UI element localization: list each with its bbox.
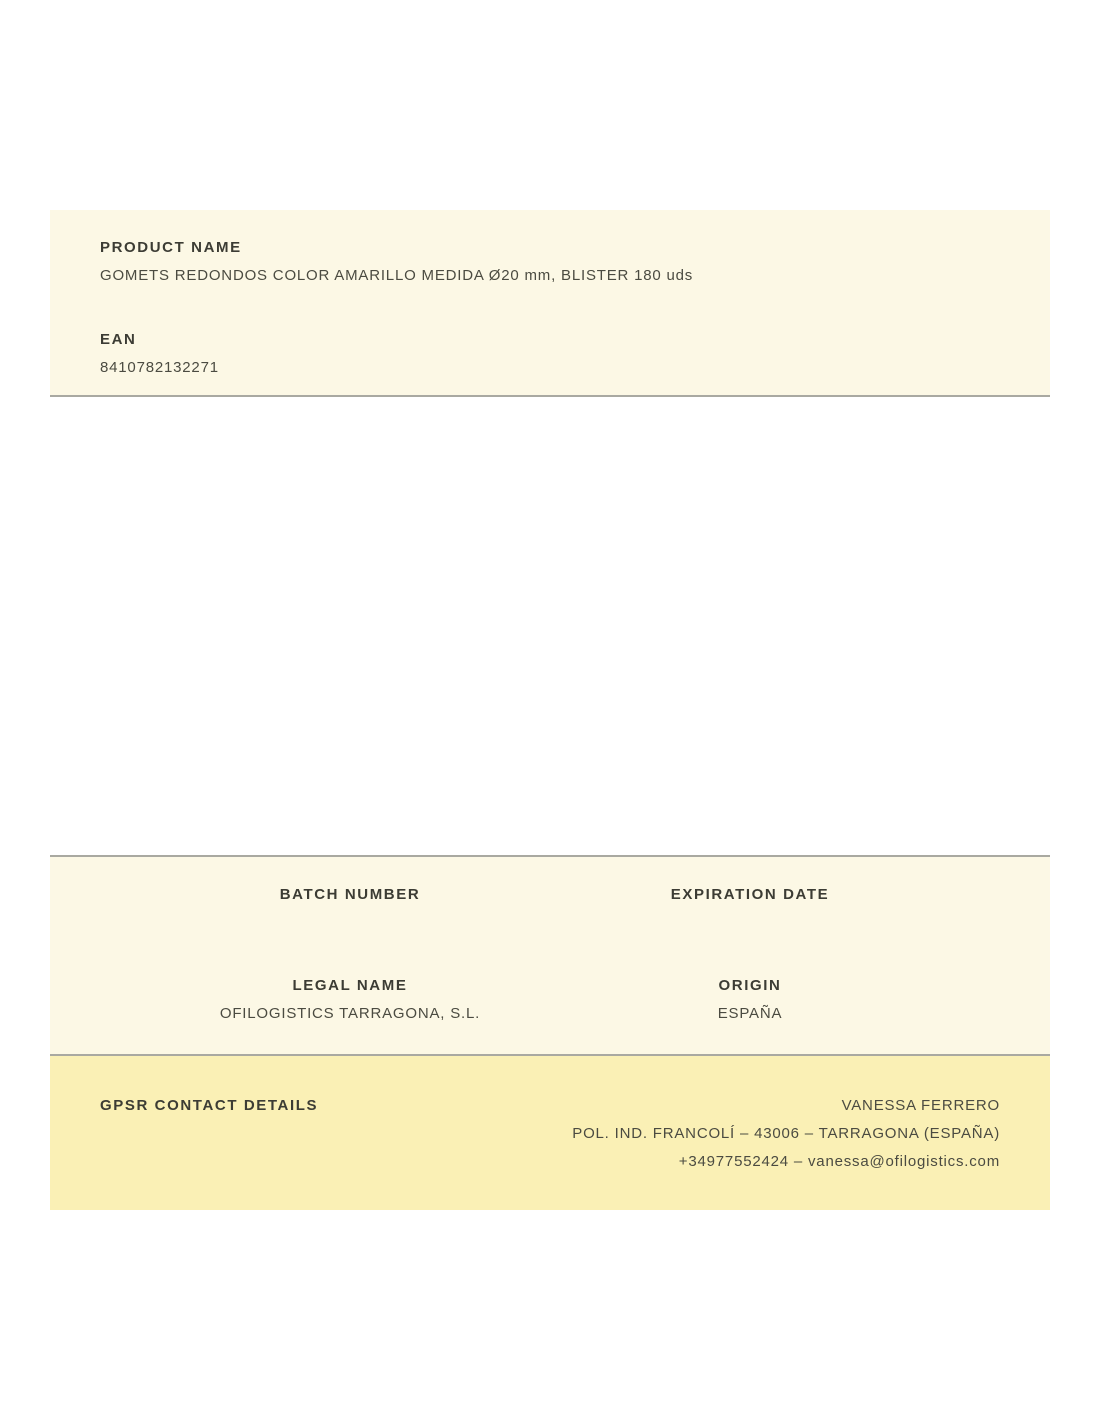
product-info-card — [50, 210, 1050, 397]
legal-name-value: OFILOGISTICS TARRAGONA, S.L. — [219, 1005, 481, 1022]
batch-legal-column — [150, 885, 550, 1054]
legal-name-label: LEGAL NAME — [292, 977, 408, 994]
origin-value: ESPAÑA — [717, 1005, 783, 1022]
batch-number-value — [150, 913, 550, 941]
ean-label: EAN — [100, 331, 137, 348]
contact-phone-email: +34977552424 – vanessa@ofilogistics.com — [678, 1153, 1000, 1170]
product-name-label: PRODUCT NAME — [100, 239, 242, 256]
origin-label: ORIGIN — [718, 977, 782, 994]
product-name-value: GOMETS REDONDOS COLOR AMARILLO MEDIDA Ø20 mm, BLISTER 180 uds — [100, 267, 694, 284]
gpsr-contact-label: GPSR CONTACT DETAILS — [100, 1097, 319, 1114]
contact-person: VANESSA FERRERO — [841, 1097, 1000, 1114]
ean-value: 8410782132271 — [100, 359, 219, 376]
expiration-date-label: EXPIRATION DATE — [670, 886, 830, 903]
gpsr-contact-block — [572, 1092, 1000, 1176]
gpsr-contact-card — [50, 1056, 1050, 1210]
contact-address: POL. IND. FRANCOLÍ – 43006 – TARRAGONA (ESPAÑA) — [572, 1125, 1000, 1142]
batch-origin-card — [50, 855, 1050, 1056]
expiration-date-value — [550, 913, 950, 941]
expiration-origin-column — [550, 885, 950, 1054]
batch-number-label: BATCH NUMBER — [279, 886, 421, 903]
